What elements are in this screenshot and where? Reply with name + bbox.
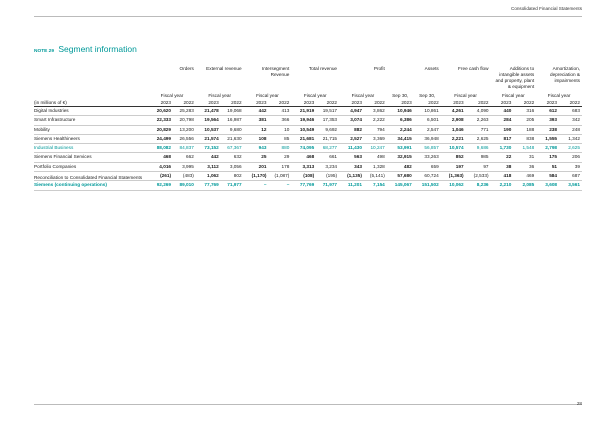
table-cell: 60,724 — [414, 172, 441, 181]
table-row — [34, 107, 582, 116]
table-cell: 418 — [491, 172, 514, 181]
table-row — [34, 116, 582, 125]
table-cell: (108) — [291, 172, 316, 181]
table-cell: 659 — [414, 162, 441, 171]
note-title: Segment information — [58, 44, 137, 54]
table-cell: 19,068 — [221, 107, 244, 116]
table-cell: 9,680 — [221, 125, 244, 134]
table-cell: 2,244 — [387, 125, 414, 134]
table-cell: 817 — [491, 134, 514, 143]
table-cell: 2,222 — [364, 116, 387, 125]
col-external-revenue: External revenue — [206, 66, 242, 71]
table-cell: 10,574 — [441, 144, 466, 153]
table-cell: 794 — [364, 125, 387, 134]
table-cell: 31 — [513, 153, 536, 162]
note-number: NOTE 29 — [34, 49, 54, 54]
col-additions: Additions to intangible assets and property, plant & equipment — [495, 66, 535, 89]
table-row — [34, 134, 582, 143]
period-fiscal-year: Fiscal year — [351, 93, 375, 98]
table-cell: 97 — [466, 162, 491, 171]
table-cell: – — [244, 181, 269, 190]
table-cell: 469 — [513, 172, 536, 181]
table-cell: 343 — [339, 162, 364, 171]
table-cell: 2,547 — [414, 125, 441, 134]
table-cell: 9,692 — [316, 125, 339, 134]
table-cell: 145,067 — [387, 181, 414, 190]
table-cell: 2,908 — [441, 116, 466, 125]
table-cell: (483) — [173, 172, 196, 181]
table-cell: 3,995 — [173, 162, 196, 171]
table-cell: 3,608 — [536, 181, 559, 190]
table-cell: 366 — [269, 116, 292, 125]
table-cell: 563 — [339, 153, 364, 162]
year-2022: 2022 — [559, 99, 582, 107]
table-cell: 1,062 — [196, 172, 221, 181]
table-cell: 197 — [441, 162, 466, 171]
period-fiscal-year: Fiscal year — [256, 93, 279, 98]
table-cell: 2,210 — [491, 181, 514, 190]
table-cell: 2,625 — [559, 144, 582, 153]
table-cell: (195) — [316, 172, 339, 181]
table-cell: (5,141) — [364, 172, 387, 181]
table-cell: 3,369 — [364, 134, 387, 143]
table-cell: 29 — [269, 153, 292, 162]
table-cell: 6,386 — [387, 116, 414, 125]
table-cell: (1,087) — [269, 172, 292, 181]
row-label: Siemens Healthineers — [34, 134, 148, 143]
table-cell: 21,478 — [196, 107, 221, 116]
table-cell: 67,367 — [221, 144, 244, 153]
table-cell: 89,010 — [173, 181, 196, 190]
period-fiscal-year: Fiscal year — [160, 93, 184, 98]
table-row — [34, 172, 582, 181]
year-2023: 2023 — [491, 99, 514, 107]
table-cell: 393 — [536, 116, 559, 125]
table-cell: 687 — [559, 172, 582, 181]
table-cell: (1,363) — [441, 172, 466, 181]
col-intersegment-revenue: Intersegment Revenue — [261, 66, 290, 77]
table-cell: 88,082 — [148, 144, 173, 153]
year-2022: 2022 — [269, 99, 292, 107]
year-2023: 2023 — [148, 99, 173, 107]
table-cell: 1,555 — [536, 134, 559, 143]
row-label: Reconciliation to Consolidated Financial Statements — [34, 172, 148, 181]
table-cell: 838 — [513, 134, 536, 143]
period-group-row — [34, 92, 582, 99]
table-cell: 4,947 — [339, 107, 364, 116]
table-cell: (1,135) — [339, 172, 364, 181]
table-cell: 201 — [244, 162, 269, 171]
table-cell: 10,946 — [387, 107, 414, 116]
period-sep30: Sep 30, — [392, 93, 409, 98]
table-cell: 632 — [221, 153, 244, 162]
year-2023: 2023 — [536, 99, 559, 107]
table-cell: 1,046 — [441, 125, 466, 134]
unit-label: (in millions of €) — [34, 99, 148, 107]
table-row — [34, 153, 582, 162]
year-2022: 2022 — [466, 99, 491, 107]
table-cell: 10,062 — [441, 181, 466, 190]
table-cell: 2,527 — [339, 134, 364, 143]
table-cell: 57,680 — [387, 172, 414, 181]
table-cell: 6,501 — [414, 116, 441, 125]
table-cell: 20,620 — [148, 107, 173, 116]
table-cell: 1,730 — [491, 144, 514, 153]
table-cell: 662 — [173, 153, 196, 162]
table-cell: 238 — [536, 125, 559, 134]
row-label: Mobility — [34, 125, 148, 134]
table-cell: 612 — [536, 107, 559, 116]
table-cell: 16,987 — [221, 116, 244, 125]
table-cell: 248 — [559, 125, 582, 134]
table-cell: 39 — [559, 162, 582, 171]
period-fiscal-year: Fiscal year — [208, 93, 232, 98]
year-2023: 2023 — [387, 99, 414, 107]
col-free-cash-flow: Free cash flow — [458, 66, 489, 71]
table-cell: 73,152 — [196, 144, 221, 153]
table-cell: – — [269, 181, 292, 190]
table-cell: 25,283 — [173, 107, 196, 116]
table-cell: 21,919 — [291, 107, 316, 116]
table-cell: 1,342 — [559, 134, 582, 143]
table-cell: 2,263 — [466, 116, 491, 125]
period-fiscal-year: Fiscal year — [502, 93, 525, 98]
table-cell: 10 — [269, 125, 292, 134]
table-cell: 92,269 — [148, 181, 173, 190]
table-cell: 20,829 — [148, 125, 173, 134]
table-cell: 205 — [513, 116, 536, 125]
table-cell: 51 — [536, 162, 559, 171]
period-fiscal-year: Fiscal year — [454, 93, 477, 98]
table-cell: 19,564 — [196, 116, 221, 125]
table-cell: 771 — [466, 125, 491, 134]
table-cell: 22 — [491, 153, 514, 162]
table-cell: 3,862 — [364, 107, 387, 116]
table-cell: 10,247 — [364, 144, 387, 153]
year-2023: 2023 — [196, 99, 221, 107]
table-cell: 1,548 — [513, 144, 536, 153]
table-cell: 10,861 — [414, 107, 441, 116]
table-cell: 34,415 — [387, 134, 414, 143]
table-cell: 22,333 — [148, 116, 173, 125]
table-cell: 9,686 — [466, 144, 491, 153]
table-cell: 661 — [316, 153, 339, 162]
table-cell: 32,915 — [387, 153, 414, 162]
table-cell: 12 — [244, 125, 269, 134]
table-cell: 71,977 — [221, 181, 244, 190]
table-cell: 26,556 — [173, 134, 196, 143]
table-cell: 10,537 — [196, 125, 221, 134]
table-cell: 151,502 — [414, 181, 441, 190]
header-rule — [34, 16, 582, 17]
table-cell: 71,977 — [316, 181, 339, 190]
col-total-revenue: Total revenue — [308, 66, 338, 71]
period-sep30: Sep 30, — [419, 93, 436, 98]
page-number: 28 — [576, 401, 582, 406]
table-row — [34, 181, 582, 190]
table-cell: 342 — [559, 116, 582, 125]
table-cell: 175 — [536, 153, 559, 162]
table-cell: 77,769 — [291, 181, 316, 190]
table-cell: 468 — [148, 153, 173, 162]
period-fiscal-year: Fiscal year — [303, 93, 327, 98]
table-cell: 68,277 — [316, 144, 339, 153]
document-header-title: Consolidated Financial Statements — [511, 6, 582, 11]
table-cell: 880 — [269, 144, 292, 153]
table-cell: 2,625 — [466, 134, 491, 143]
table-cell: 442 — [244, 107, 269, 116]
year-2023: 2023 — [291, 99, 316, 107]
table-cell: 24,499 — [148, 134, 173, 143]
table-cell: 206 — [559, 153, 582, 162]
table-cell: 3,234 — [316, 162, 339, 171]
table-cell: 11,201 — [339, 181, 364, 190]
year-2022: 2022 — [221, 99, 244, 107]
table-cell: 3,112 — [196, 162, 221, 171]
table-cell: 53,991 — [387, 144, 414, 153]
table-cell: 56,857 — [414, 144, 441, 153]
table-cell: 21,630 — [221, 134, 244, 143]
table-cell: 74,095 — [291, 144, 316, 153]
table-row — [34, 162, 582, 171]
row-label: Siemens (continuing operations) — [34, 181, 148, 190]
table-cell: 21,574 — [196, 134, 221, 143]
year-2023: 2023 — [339, 99, 364, 107]
year-2022: 2022 — [364, 99, 387, 107]
table-cell: 20,798 — [173, 116, 196, 125]
row-label: Portfolio Companies — [34, 162, 148, 171]
row-label: Smart Infrastructure — [34, 116, 148, 125]
table-cell: 4,090 — [466, 107, 491, 116]
table-cell: 84,837 — [173, 144, 196, 153]
table-cell: 482 — [387, 162, 414, 171]
table-cell: 413 — [269, 107, 292, 116]
row-label: Digital Industries — [34, 107, 148, 116]
year-2022: 2022 — [513, 99, 536, 107]
table-cell: 13,200 — [173, 125, 196, 134]
note-heading — [34, 44, 137, 54]
table-cell: 178 — [269, 162, 292, 171]
footer-rule — [34, 404, 582, 405]
table-cell: 4,261 — [441, 107, 466, 116]
table-cell: 21,715 — [316, 134, 339, 143]
table-cell: 36 — [513, 162, 536, 171]
year-2023: 2023 — [244, 99, 269, 107]
table-cell: 25 — [244, 153, 269, 162]
table-cell: 683 — [559, 107, 582, 116]
table-cell: 442 — [196, 153, 221, 162]
table-cell: 33,263 — [414, 153, 441, 162]
table-cell: 1,328 — [364, 162, 387, 171]
table-cell: (2,533) — [466, 172, 491, 181]
year-2023: 2023 — [441, 99, 466, 107]
table-cell: 2,798 — [536, 144, 559, 153]
table-cell: 985 — [466, 153, 491, 162]
table-cell: 316 — [513, 107, 536, 116]
table-cell: (1,170) — [244, 172, 269, 181]
table-row — [34, 125, 582, 134]
table-cell: 381 — [244, 116, 269, 125]
table-cell: (261) — [148, 172, 173, 181]
col-assets: Assets — [424, 66, 439, 71]
table-cell: 584 — [536, 172, 559, 181]
table-cell: 8,236 — [466, 181, 491, 190]
table-cell: 4,016 — [148, 162, 173, 171]
table-cell: 468 — [291, 153, 316, 162]
table-cell: 19,517 — [316, 107, 339, 116]
table-cell: 440 — [491, 107, 514, 116]
row-label: Siemens Financial Services — [34, 153, 148, 162]
col-orders: Orders — [179, 66, 194, 71]
table-cell: 284 — [491, 116, 514, 125]
year-2022: 2022 — [414, 99, 441, 107]
table-cell: 11,430 — [339, 144, 364, 153]
table-cell: 943 — [244, 144, 269, 153]
table-cell: 36,948 — [414, 134, 441, 143]
table-cell: 2,085 — [513, 181, 536, 190]
table-cell: 85 — [269, 134, 292, 143]
table-cell: 3,056 — [221, 162, 244, 171]
year-2022: 2022 — [173, 99, 196, 107]
table-cell: 77,769 — [196, 181, 221, 190]
table-cell: 190 — [491, 125, 514, 134]
table-row — [34, 144, 582, 153]
table-cell: 882 — [339, 125, 364, 134]
period-fiscal-year: Fiscal year — [547, 93, 571, 98]
table-cell: 19,946 — [291, 116, 316, 125]
row-label: Industrial Business — [34, 144, 148, 153]
col-amortization: Amortization, depreciation & impairments — [550, 66, 580, 83]
table-cell: 38 — [491, 162, 514, 171]
table-cell: 2,221 — [441, 134, 466, 143]
table-cell: 7,154 — [364, 181, 387, 190]
year-2022: 2022 — [316, 99, 339, 107]
table-cell: 852 — [441, 153, 466, 162]
column-header-row — [34, 66, 582, 92]
table-cell: 498 — [364, 153, 387, 162]
segment-table — [34, 66, 582, 191]
table-cell: 10,549 — [291, 125, 316, 134]
table-cell: 17,353 — [316, 116, 339, 125]
col-profit: Profit — [373, 66, 385, 71]
table-cell: 188 — [513, 125, 536, 134]
table-cell: 802 — [221, 172, 244, 181]
table-cell: 3,074 — [339, 116, 364, 125]
table-cell: 3,313 — [291, 162, 316, 171]
table-cell: 3,561 — [559, 181, 582, 190]
year-row — [34, 99, 582, 107]
table-cell: 21,681 — [291, 134, 316, 143]
table-cell: 108 — [244, 134, 269, 143]
